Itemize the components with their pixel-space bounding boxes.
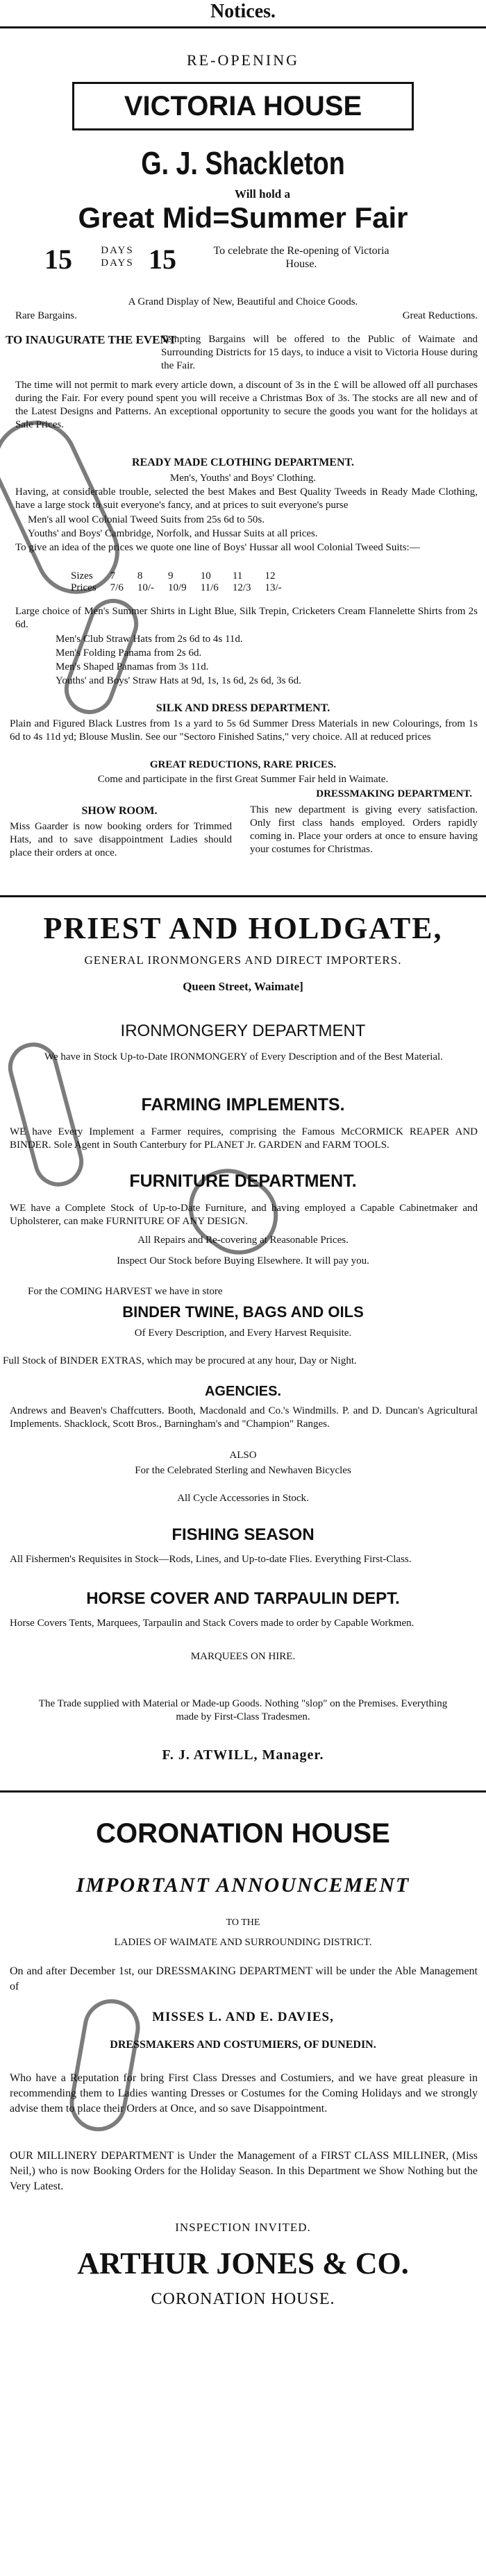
- show-room-text: Miss Gaarder is now booking orders for Trimmed Hats, and to save disappointment Ladies should place their orders at once.: [10, 821, 232, 858]
- farming-heading: FARMING IMPLEMENTS.: [141, 1095, 345, 1115]
- inaugurate-text: Tempting Bargains will be offered to the Public of Waimate and Surrounding Districts for 15 days, to induce a visit to Victoria House during the Fair.: [161, 334, 478, 371]
- inspection-invited: INSPECTION INVITED.: [175, 2221, 311, 2234]
- days-banner: [44, 240, 461, 279]
- important-announcement: IMPORTANT ANNOUNCEMENT: [76, 1874, 410, 1897]
- price-cell: 13/-: [265, 582, 282, 593]
- priest-subtitle: GENERAL IRONMONGERS AND DIRECT IMPORTERS.: [84, 954, 402, 967]
- summer-line-5: Youths' and Boys' Straw Hats at 9d, 1s, 1s 6d, 2s 6d, 3s 6d.: [56, 675, 301, 686]
- ready-made-subheading: Men's, Youths' and Boys' Clothing.: [169, 473, 317, 484]
- reopening-label: RE-OPENING: [187, 51, 299, 69]
- inaugurate-heading: TO INAUGURATE THE EVENT: [6, 333, 177, 346]
- great-reductions-text: Great Reductions.: [402, 310, 478, 321]
- furniture-repair-text: All Repairs and Re-covering at Reasonable Prices.: [137, 1235, 349, 1246]
- farming-text: WE have Every Implement a Farmer requires, comprising the Famous McCORMICK REAPER AND BINDER. Sole Agent in South Canterbury for PLANET Jr. GARDEN and FARM TOOLS.: [10, 1126, 478, 1151]
- silk-come-text: Come and participate in the first Great Summer Fair held in Waimate.: [97, 774, 389, 785]
- ready-made-text: Having, at considerable trouble, selected the best Makes and Best Quality Tweeds in Ready Made Clothing, have a large stock to suit everyone's fancy, and at prices to suit everyone's purse: [15, 486, 478, 511]
- ready-made-line-1: Men's all wool Colonial Tweed Suits from 25s 6d to 50s.: [28, 514, 265, 525]
- days-count-right: 15: [149, 244, 176, 275]
- trade-text: The Trade supplied with Material or Made-up Goods. Nothing "slop" on the Premises. Everything made by First-Class Tradesmen.: [38, 1698, 448, 1722]
- days-count-left: 15: [44, 244, 72, 275]
- horse-cover-text: Horse Covers Tents, Marquees, Tarpaulin and Stack Covers made to order by Capable Workmen.: [10, 1618, 414, 1629]
- midsummer-fair-title: Great Mid=Summer Fair: [78, 201, 408, 234]
- size-cell: 7: [110, 570, 116, 582]
- ready-made-line-2: Youths' and Boys' Cambridge, Norfolk, and Hussar Suits at all prices.: [28, 528, 318, 539]
- misses-davies: MISSES L. AND E. DAVIES,: [152, 2010, 334, 2024]
- cycle-accessories-text: All Cycle Accessories in Stock.: [177, 1493, 309, 1504]
- section-header: Notices.: [210, 1, 276, 22]
- celebrate-text: To celebrate the Re-opening of Victoria House.: [213, 245, 389, 270]
- price-cell: 10/9: [168, 582, 187, 593]
- to-the-label: TO THE: [226, 1917, 260, 1928]
- dressmaking-text: This new department is giving every satisfaction. Only first class hands employed. Orders rapidly coming in. Place your orders at once to ensure having your costumes for Christmas.: [250, 804, 478, 855]
- binder-extras-text: Full Stock of BINDER EXTRAS, which may be procured at any hour, Day or Night.: [3, 1355, 357, 1366]
- will-hold-label: Will hold a: [235, 187, 290, 201]
- fishing-text: All Fishermen's Requisites in Stock—Rods, Lines, and Up-to-date Flies. Everything First-Class.: [10, 1554, 412, 1565]
- silk-text: Plain and Figured Black Lustres from 1s a yard to 5s 6d Summer Dress Materials in new Colourings, from 1s 6d to 4s 11d yd; Blouse Muslin. See our "Sectoro Finished Satins," very choice. All at reduced prices: [10, 718, 478, 743]
- prices-label: Prices: [71, 582, 97, 593]
- summer-line-4: Men's Shaped Panamas from 3s 11d.: [56, 661, 209, 672]
- agencies-text: Andrews and Beaven's Chaffcutters. Booth, Macdonald and Co.'s Windmills. P. and D. Duncan's Agricultural Implements. Shacklock, Scott Bros., Barningham's and "Champion" Ranges.: [10, 1405, 478, 1430]
- summer-line-3: Men's Folding Panama from 2s 6d.: [56, 647, 202, 659]
- priest-address: Queen Street, Waimate]: [183, 980, 303, 993]
- discount-text: The time will not permit to mark every article down, a discount of 3s in the £ will be allowed off all purchases during the Fair. For every pound spent you will receive a Christmas Box of 3s. The stocks are all new and of the Latest Designs and Patterns. An exceptional opportunity to secure the goods you want for the holidays at Sale Prices.: [15, 380, 478, 430]
- reputation-text: Who have a Reputation for bring First Class Dresses and Costumiers, and we have great pleasure in recommending them to Ladies wanting Dresses or Costumes for the Coming Holidays and we strongly advise them to place their Orders at Once, and so save Disappointment.: [10, 2072, 478, 2115]
- bicycles-text: For the Celebrated Sterling and Newhaven Bicycles: [135, 1465, 351, 1476]
- size-cell: 12: [265, 570, 276, 582]
- summer-line-1: Large choice of Men's Summer Shirts in Light Blue, Silk Trepin, Cricketers Cream Flannelette Shirts from 2s 6d.: [15, 606, 478, 630]
- days-label: DAYS DAYS: [101, 245, 134, 269]
- coronation-house-footer: CORONATION HOUSE.: [151, 2290, 335, 2308]
- silk-heading: SILK AND DRESS DEPARTMENT.: [156, 702, 330, 714]
- millinery-text: OUR MILLINERY DEPARTMENT is Under the Management of a FIRST CLASS MILLINER, (Miss Neil,) who is now Booking Orders for the Holiday Season. In this Department we Show Nothing but the Very Latest.: [10, 2150, 478, 2192]
- show-room-heading: SHOW ROOM.: [81, 805, 158, 817]
- arthur-jones-firm: ARTHUR JONES & CO.: [77, 2246, 409, 2280]
- priest-holdgate-title: PRIEST AND HOLDGATE,: [43, 911, 443, 945]
- sizes-label: Sizes: [71, 570, 93, 582]
- coronation-house-title: CORONATION HOUSE: [96, 1818, 390, 1849]
- agencies-heading: AGENCIES.: [204, 1384, 282, 1399]
- horse-cover-heading: HORSE COVER AND TARPAULIN DEPT.: [86, 1589, 400, 1608]
- furniture-inspect-text: Inspect Our Stock before Buying Elsewhere. It will pay you.: [117, 1255, 369, 1266]
- agencies-also: ALSO: [229, 1450, 257, 1461]
- rare-bargains-text: Rare Bargains.: [15, 310, 77, 321]
- ready-made-line-3: To give an idea of the prices we quote one line of Boys' Hussar all wool Colonial Tweed Suits:—: [15, 542, 420, 553]
- binder-heading: BINDER TWINE, BAGS AND OILS: [122, 1303, 364, 1321]
- proprietor-name: G. J. Shackleton: [141, 145, 345, 181]
- size-cell: 11: [232, 570, 243, 582]
- victoria-house-title: VICTORIA HOUSE: [72, 82, 414, 130]
- price-cell: 7/6: [110, 582, 124, 593]
- size-cell: 10: [200, 570, 211, 582]
- marquees-text: MARQUEES ON HIRE.: [190, 1651, 296, 1662]
- summer-line-2: Men's Club Straw Hats from 2s 6d to 4s 11d.: [56, 634, 243, 645]
- size-cell: 8: [137, 570, 143, 582]
- binder-subtext: Of Every Description, and Every Harvest Requisite.: [134, 1328, 352, 1339]
- divider: [0, 1790, 486, 1793]
- fishing-heading: FISHING SEASON: [171, 1525, 315, 1544]
- ironmongery-heading: IRONMONGERY DEPARTMENT: [120, 1022, 366, 1040]
- dressmakers-line: DRESSMAKERS AND COSTUMIERS, OF DUNEDIN.: [110, 2039, 376, 2051]
- divider: [0, 895, 486, 897]
- divider: [0, 26, 486, 28]
- ironmongery-text: We have in Stock Up-to-Date IRONMONGERY of Every Description and of the Best Material.: [44, 1051, 443, 1062]
- manager-signature: F. J. ATWILL, Manager.: [162, 1747, 324, 1763]
- dressmaking-heading: DRESSMAKING DEPARTMENT.: [316, 788, 472, 799]
- furniture-heading: FURNITURE DEPARTMENT.: [129, 1171, 357, 1191]
- ready-made-heading: READY MADE CLOTHING DEPARTMENT.: [131, 457, 355, 468]
- price-cell: 10/-: [137, 582, 155, 593]
- silk-reductions: GREAT REDUCTIONS, RARE PRICES.: [149, 759, 337, 770]
- size-cell: 9: [168, 570, 174, 582]
- harvest-text: For the COMING HARVEST we have in store: [28, 1286, 223, 1297]
- coronation-intro: On and after December 1st, our DRESSMAKING DEPARTMENT will be under the Able Management of: [10, 1965, 478, 1992]
- price-cell: 12/3: [232, 582, 251, 593]
- furniture-text: WE have a Complete Stock of Up-to-Date Furniture, and having employed a Capable Cabinetmaker and Upholsterer, can make FURNITURE OF ANY DESIGN.: [10, 1203, 478, 1227]
- price-cell: 11/6: [200, 582, 219, 593]
- grand-display-text: A Grand Display of New, Beautiful and Choice Goods.: [128, 296, 358, 307]
- ladies-line: LADIES OF WAIMATE AND SURROUNDING DISTRICT.: [114, 1937, 372, 1948]
